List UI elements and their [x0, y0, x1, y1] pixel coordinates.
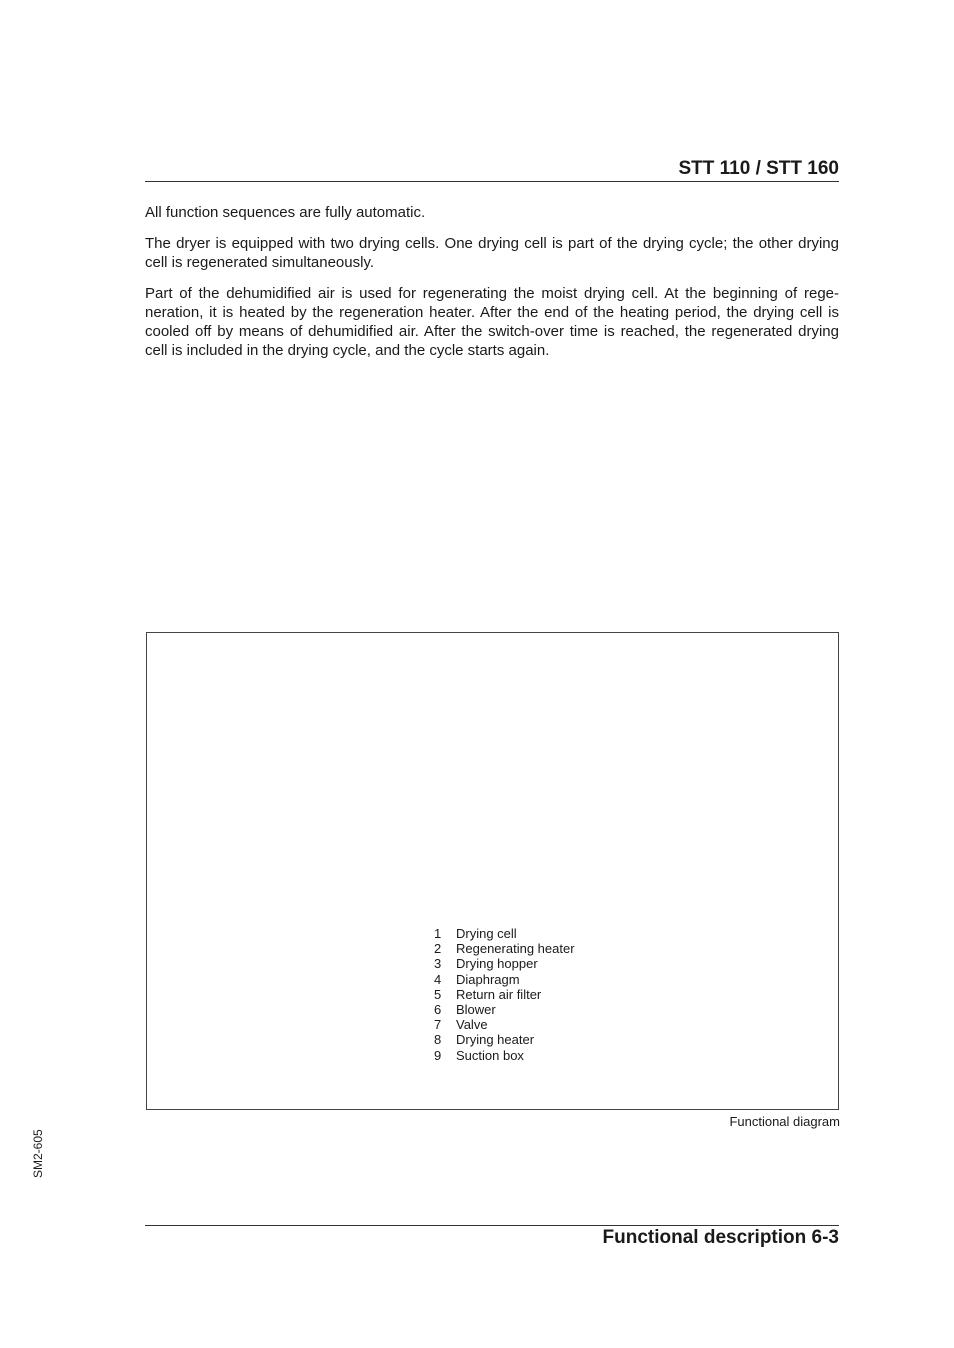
- legend-label: Valve: [456, 1017, 488, 1033]
- legend-label: Blower: [456, 1002, 496, 1018]
- legend-number: 2: [434, 941, 442, 957]
- legend-label: Return air filter: [456, 986, 542, 1002]
- body-text: [145, 203, 839, 372]
- legend-item: [434, 941, 575, 956]
- legend-item: [434, 926, 575, 941]
- legend-number: 3: [434, 956, 442, 972]
- header-rule: [145, 181, 839, 182]
- paragraph: The dryer is equipped with two drying cells. One drying cell is part of the drying cycle; the other drying cell is regenerated simultaneously.: [145, 235, 839, 271]
- diagram-legend: [434, 926, 575, 1063]
- legend-number: 8: [434, 1032, 442, 1048]
- legend-item: [434, 1017, 575, 1032]
- legend-label: Regenerating heater: [456, 941, 575, 957]
- page-footer-title: Functional description 6-3: [602, 1227, 839, 1248]
- legend-label: Diaphragm: [456, 971, 520, 987]
- legend-label: Drying hopper: [456, 956, 538, 972]
- figure-caption: Functional diagram: [729, 1114, 840, 1129]
- document-code: SM2-605: [31, 1129, 45, 1178]
- legend-number: 1: [434, 926, 442, 941]
- legend-number: 4: [434, 971, 442, 987]
- legend-item: [434, 1048, 575, 1063]
- legend-item: [434, 1032, 575, 1047]
- legend-number: 9: [434, 1047, 442, 1063]
- legend-number: 7: [434, 1017, 442, 1033]
- legend-number: 5: [434, 986, 442, 1002]
- legend-item: [434, 1002, 575, 1017]
- legend-label: Drying cell: [456, 926, 517, 941]
- paragraph: All function sequences are fully automatic.: [145, 204, 426, 221]
- legend-number: 6: [434, 1002, 442, 1018]
- legend-item: [434, 956, 575, 971]
- footer-rule: [145, 1225, 839, 1226]
- legend-item: [434, 972, 575, 987]
- page-header-title: STT 110 / STT 160: [678, 158, 839, 179]
- paragraph: Part of the dehumidified air is used for regenerating the moist drying cell. At the beginning of regeneration, it is heated by the regeneration heater. After the end of the heating period, the drying cell is cooled off by means of dehumidified air. After the switch-over time is reached, the regenerated drying cell is included in the drying cycle, and the cycle starts again.: [145, 285, 839, 359]
- legend-item: [434, 987, 575, 1002]
- legend-label: Drying heater: [456, 1032, 535, 1048]
- legend-label: Suction box: [456, 1047, 524, 1063]
